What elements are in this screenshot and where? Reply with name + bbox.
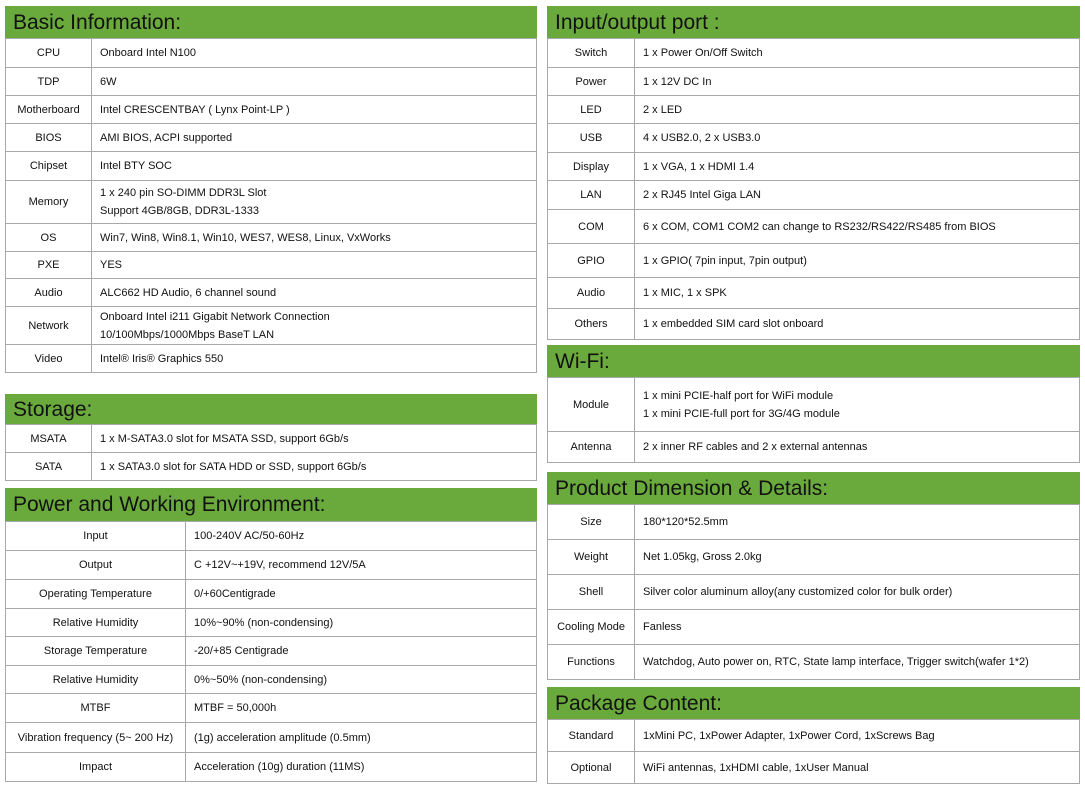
spec-value	[92, 425, 537, 453]
spec-value-line: Silver color aluminum alloy(any customized color for bulk order)	[643, 586, 953, 598]
table-row	[6, 124, 537, 152]
spec-value-line: 4 x USB2.0, 2 x USB3.0	[643, 132, 761, 144]
spec-value-line: (1g) acceleration amplitude (0.5mm)	[194, 731, 371, 744]
spec-value	[635, 244, 1080, 278]
table-row	[6, 181, 537, 224]
spec-value-line: Fanless	[643, 621, 682, 633]
spec-label: GPIO	[548, 244, 635, 278]
spec-value-line: 1 x MIC, 1 x SPK	[643, 287, 727, 299]
spec-value-line: Onboard Intel N100	[100, 47, 197, 59]
table-row	[548, 645, 1080, 680]
spec-value-line: -20/+85 Centigrade	[194, 645, 289, 657]
spec-value	[186, 551, 537, 580]
spec-value	[92, 224, 537, 252]
spec-value-line: 180*120*52.5mm	[643, 516, 729, 528]
spec-table	[547, 719, 1080, 784]
spec-label: Relative Humidity	[6, 609, 186, 637]
spec-label: Others	[548, 309, 635, 340]
spec-label: Antenna	[548, 432, 635, 463]
spec-value	[92, 252, 537, 279]
spec-value-line: ALC662 HD Audio, 6 channel sound	[100, 286, 277, 299]
section-header	[547, 345, 1080, 377]
table-row	[548, 432, 1080, 463]
spec-value-line: AMI BIOS, ACPI supported	[100, 131, 233, 144]
spec-value	[635, 68, 1080, 96]
spec-value	[186, 723, 537, 753]
spec-table	[547, 377, 1080, 463]
table-row	[6, 753, 537, 782]
spec-label: Impact	[6, 753, 186, 782]
spec-value	[186, 753, 537, 782]
spec-value	[635, 39, 1080, 68]
spec-label: USB	[548, 124, 635, 153]
spec-label: Network	[6, 307, 92, 345]
spec-table	[5, 38, 537, 373]
spec-value-line: 1 x 12V DC In	[643, 75, 712, 88]
table-row	[6, 307, 537, 345]
section-product-dimension	[547, 472, 1080, 680]
section-header	[5, 488, 537, 521]
spec-value	[92, 307, 537, 345]
section-package-content	[547, 687, 1080, 784]
section-header	[5, 394, 537, 424]
spec-label: Weight	[548, 540, 635, 575]
spec-value	[635, 96, 1080, 124]
table-row	[548, 752, 1080, 784]
spec-label: Optional	[548, 752, 635, 784]
section-header	[5, 6, 537, 38]
table-row	[548, 720, 1080, 752]
spec-label: Output	[6, 551, 186, 580]
spec-value	[92, 39, 537, 68]
spec-value	[92, 181, 537, 224]
section-title: Package Content:	[555, 691, 722, 715]
table-row	[6, 152, 537, 181]
spec-label: Storage Temperature	[6, 637, 186, 666]
section-title: Storage:	[13, 397, 93, 421]
spec-value	[635, 505, 1080, 540]
spec-value-line: 0%~50% (non-condensing)	[194, 673, 328, 686]
spec-label: Relative Humidity	[6, 666, 186, 694]
spec-label: Switch	[548, 39, 635, 68]
spec-value-line: 2 x RJ45 Intel Giga LAN	[643, 189, 762, 201]
spec-label: CPU	[6, 39, 92, 68]
table-row	[548, 540, 1080, 575]
spec-value-line: 1 x Power On/Off Switch	[643, 47, 763, 59]
spec-value-line: 1 x mini PCIE-half port for WiFi module	[643, 389, 834, 402]
table-row	[6, 522, 537, 551]
spec-value	[635, 610, 1080, 645]
spec-value	[635, 752, 1080, 784]
section-power-environment	[5, 488, 537, 782]
spec-value	[635, 181, 1080, 210]
table-row	[548, 96, 1080, 124]
spec-label: Module	[548, 378, 635, 432]
spec-value-line: 2 x LED	[643, 103, 683, 116]
spec-value	[92, 152, 537, 181]
spec-label: MTBF	[6, 694, 186, 723]
table-row	[6, 609, 537, 637]
section-basic-information	[5, 6, 537, 373]
spec-value-line: Win7, Win8, Win8.1, Win10, WES7, WES8, Linux, VxWorks	[100, 231, 391, 244]
table-row	[6, 453, 537, 481]
spec-value	[635, 645, 1080, 680]
table-row	[548, 153, 1080, 181]
spec-label: Chipset	[6, 152, 92, 181]
table-row	[6, 637, 537, 666]
spec-value-line: Intel BTY SOC	[100, 160, 172, 172]
spec-value	[635, 153, 1080, 181]
section-io-ports	[547, 6, 1080, 340]
spec-label: Size	[548, 505, 635, 540]
spec-value	[635, 309, 1080, 340]
spec-value	[92, 453, 537, 481]
spec-value-line: 1 x VGA, 1 x HDMI 1.4	[643, 160, 755, 173]
spec-label: BIOS	[6, 124, 92, 152]
spec-value-line: Support 4GB/8GB, DDR3L-1333	[100, 205, 259, 217]
spec-value-line: 6W	[100, 75, 117, 88]
section-wifi	[547, 345, 1080, 463]
spec-label: Audio	[548, 278, 635, 309]
table-row	[548, 309, 1080, 340]
spec-value-line: 100-240V AC/50-60Hz	[194, 530, 305, 542]
spec-value	[186, 694, 537, 723]
table-row	[548, 278, 1080, 309]
spec-value-line: 6 x COM, COM1 COM2 can change to RS232/RS422/RS485 from BIOS	[643, 220, 996, 233]
table-row	[6, 723, 537, 753]
spec-value-line: Acceleration (10g) duration (11MS)	[194, 761, 365, 773]
section-title: Power and Working Environment:	[13, 493, 326, 516]
table-row	[6, 96, 537, 124]
table-row	[6, 694, 537, 723]
section-header	[547, 687, 1080, 719]
spec-table	[5, 521, 537, 782]
spec-value	[635, 720, 1080, 752]
table-row	[548, 181, 1080, 210]
spec-value	[635, 575, 1080, 610]
spec-value-line: 10/100Mbps/1000Mbps BaseT LAN	[100, 328, 275, 341]
spec-value-line: MTBF = 50,000h	[194, 702, 277, 714]
spec-value	[92, 279, 537, 307]
section-storage	[5, 394, 537, 481]
spec-label: Display	[548, 153, 635, 181]
spec-label: Audio	[6, 279, 92, 307]
table-row	[6, 551, 537, 580]
spec-value	[92, 96, 537, 124]
spec-value	[186, 666, 537, 694]
spec-value	[635, 540, 1080, 575]
table-row	[548, 39, 1080, 68]
spec-label: Video	[6, 345, 92, 373]
table-row	[548, 610, 1080, 645]
spec-value-line: 10%~90% (non-condensing)	[194, 616, 334, 629]
spec-label: Shell	[548, 575, 635, 610]
spec-value-line: Onboard Intel i211 Gigabit Network Connection	[100, 310, 330, 323]
spec-value-line: 1 x M-SATA3.0 slot for MSATA SSD, support 6Gb/s	[100, 432, 349, 445]
spec-label: SATA	[6, 453, 92, 481]
spec-table	[547, 38, 1080, 340]
section-title: Basic Information:	[13, 10, 182, 34]
spec-value	[186, 637, 537, 666]
spec-value	[635, 124, 1080, 153]
spec-label: Power	[548, 68, 635, 96]
spec-value-line: 1 x embedded SIM card slot onboard	[643, 318, 824, 330]
table-row	[548, 210, 1080, 244]
table-row	[6, 224, 537, 252]
spec-value-line: 1xMini PC, 1xPower Adapter, 1xPower Cord, 1xScrews Bag	[643, 729, 935, 742]
spec-label: Standard	[548, 720, 635, 752]
spec-label: Input	[6, 522, 186, 551]
table-row	[6, 279, 537, 307]
spec-value	[92, 345, 537, 373]
spec-label: PXE	[6, 252, 92, 279]
spec-label: Motherboard	[6, 96, 92, 124]
spec-value	[92, 68, 537, 96]
spec-value	[635, 378, 1080, 432]
table-row	[6, 345, 537, 373]
table-row	[548, 505, 1080, 540]
spec-table	[547, 504, 1080, 680]
spec-value-line: YES	[100, 259, 123, 271]
spec-label: Operating Temperature	[6, 580, 186, 609]
spec-value	[186, 580, 537, 609]
spec-label: MSATA	[6, 425, 92, 453]
section-title: Input/output port :	[555, 10, 720, 34]
table-row	[6, 39, 537, 68]
section-title: Product Dimension & Details:	[555, 476, 829, 500]
spec-value-line: 1 x GPIO( 7pin input, 7pin output)	[643, 254, 807, 267]
table-row	[6, 252, 537, 279]
spec-label: Cooling Mode	[548, 610, 635, 645]
table-row	[6, 580, 537, 609]
section-header	[547, 472, 1080, 504]
spec-value	[635, 432, 1080, 463]
spec-value-line: 1 x 240 pin SO-DIMM DDR3L Slot	[100, 187, 267, 199]
spec-label: LAN	[548, 181, 635, 210]
section-header	[547, 6, 1080, 38]
table-row	[548, 124, 1080, 153]
spec-label: TDP	[6, 68, 92, 96]
spec-label: Functions	[548, 645, 635, 680]
spec-value	[635, 210, 1080, 244]
table-row	[548, 378, 1080, 432]
spec-value-line: Net 1.05kg, Gross 2.0kg	[643, 551, 762, 563]
spec-value	[186, 609, 537, 637]
table-row	[6, 425, 537, 453]
spec-label: Vibration frequency (5~ 200 Hz)	[6, 723, 186, 753]
spec-value-line: 1 x SATA3.0 slot for SATA HDD or SSD, support 6Gb/s	[100, 460, 367, 473]
spec-value-line: Watchdog, Auto power on, RTC, State lamp interface, Trigger switch(wafer 1*2)	[643, 656, 1029, 668]
section-title: Wi-Fi:	[555, 349, 610, 373]
table-row	[6, 666, 537, 694]
table-row	[548, 244, 1080, 278]
spec-value-line: C +12V~+19V, recommend 12V/5A	[194, 559, 366, 571]
spec-label: OS	[6, 224, 92, 252]
table-row	[548, 575, 1080, 610]
spec-value-line: Intel CRESCENTBAY ( Lynx Point-LP )	[100, 103, 290, 116]
spec-value-line: Intel® Iris® Graphics 550	[100, 352, 224, 365]
spec-value	[186, 522, 537, 551]
spec-value-line: WiFi antennas, 1xHDMI cable, 1xUser Manual	[643, 761, 869, 774]
spec-label: Memory	[6, 181, 92, 224]
spec-table	[5, 424, 537, 481]
spec-value-line: 1 x mini PCIE-full port for 3G/4G module	[643, 407, 840, 420]
spec-value-line: 0/+60Centigrade	[194, 588, 276, 600]
table-row	[548, 68, 1080, 96]
table-row	[6, 68, 537, 96]
spec-value	[635, 278, 1080, 309]
spec-label: LED	[548, 96, 635, 124]
spec-value-line: 2 x inner RF cables and 2 x external antennas	[643, 441, 868, 453]
spec-value	[92, 124, 537, 152]
spec-label: COM	[548, 210, 635, 244]
